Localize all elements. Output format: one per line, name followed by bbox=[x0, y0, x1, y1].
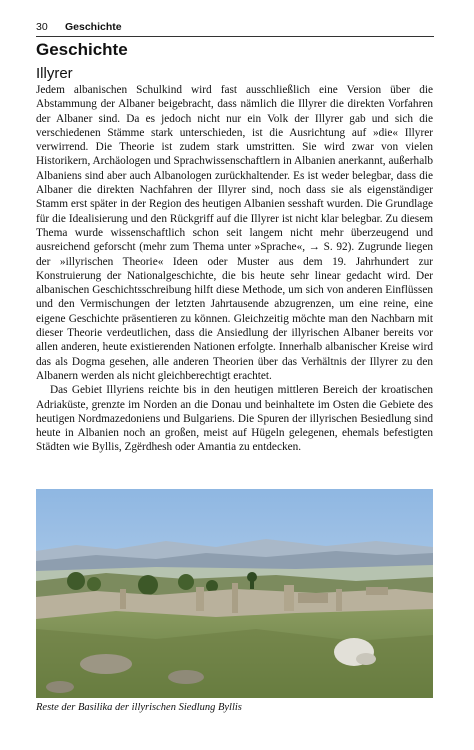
body-text bbox=[36, 83, 433, 455]
chapter-title: Geschichte bbox=[36, 40, 128, 59]
photo-byllis-basilica bbox=[36, 489, 433, 698]
paragraph-2: Das Gebiet Illyriens reichte bis in den heutigen mittleren Bereich der kroatischen Adriaküste, grenzte im Norden an die Donau und beinhaltete im Osten die Gebiete des heutigen Nordmazedoniens und Bulgariens. Die Spuren der illyrischen Besiedlung sind heute in Albanien noch an großen, meist auf Hügeln gelegenen, ehemals befestigten Städten wie Byllis, Zgërdhesh oder Amantia zu entdecken. bbox=[36, 384, 433, 454]
photo-caption: Reste der Basilika der illyrischen Siedlung Byllis bbox=[36, 702, 242, 713]
paragraph-1: Jedem albanischen Schulkind wird fast ausschließlich eine Version über die Abstammung der Albaner beigebracht, dass nämlich die Illyrer die direkten Vorfahren der Albaner sind. Da es jedoch nicht nur ein Volk der Illyrer gab und sich die verschiedenen Stämme stark unterschieden, ist die Ausrichtung auf »die« Illyrer verwirrend. Die Theorie ist zudem stark umstritten. Sie wird zwar von vielen Historikern, Archäologen und Sprachwissenschaftlern in Albanien anerkannt, außerhalb Albaniens sind aber auch Albanologen zurückhaltender. Es ist weder belegbar, dass die Albaner die direkten Nachfahren der Illyrer sind, noch dass sie als eigenständiger Stamm erst später in der Region des heutigen Albanien sesshaft wurden. Die Grundlage für die Idealisierung und den Rückgriff auf die Illyrer ist nicht klar belegbar. Zu diesem Thema wurde wissenschaftlich schon seit langem nicht mehr überzeugend und ausreichend geforscht (mehr zum Thema unter »Sprache«, → S. 92). Zugrunde liegen der »illyrischen Theorie« Ideen oder Muster aus dem 19. Jahrhundert zur Konstruierung der Nationalgeschichte, die bis heute sehr linear gedacht wird. Der albanischen Geschichtsschreibung hilft diese Methode, um sich von anderen Einflüssen und den Vermischungen der letzten Jahrtausende abzugrenzen, um eine reine, eine eigene Geschichte präsentieren zu können. Gleichzeitig möchte man den Nachbarn mit dieser Theorie verdeutlichen, dass die Ansiedlung der illyrischen Albaner bereits vor allen anderen, heute existierenden Nationen erfolgte. Innerhalb albanischer Kreise wird das als Dogma gesehen, alle anderen Theorien über das Verhältnis der Illyrer zu den Albanern werden als nicht gleichberechtigt erachtet. bbox=[36, 84, 433, 382]
running-section-title: Geschichte bbox=[65, 21, 122, 33]
page-number: 30 bbox=[36, 21, 48, 33]
section-subtitle: Illyrer bbox=[36, 65, 73, 82]
running-header bbox=[36, 21, 434, 37]
